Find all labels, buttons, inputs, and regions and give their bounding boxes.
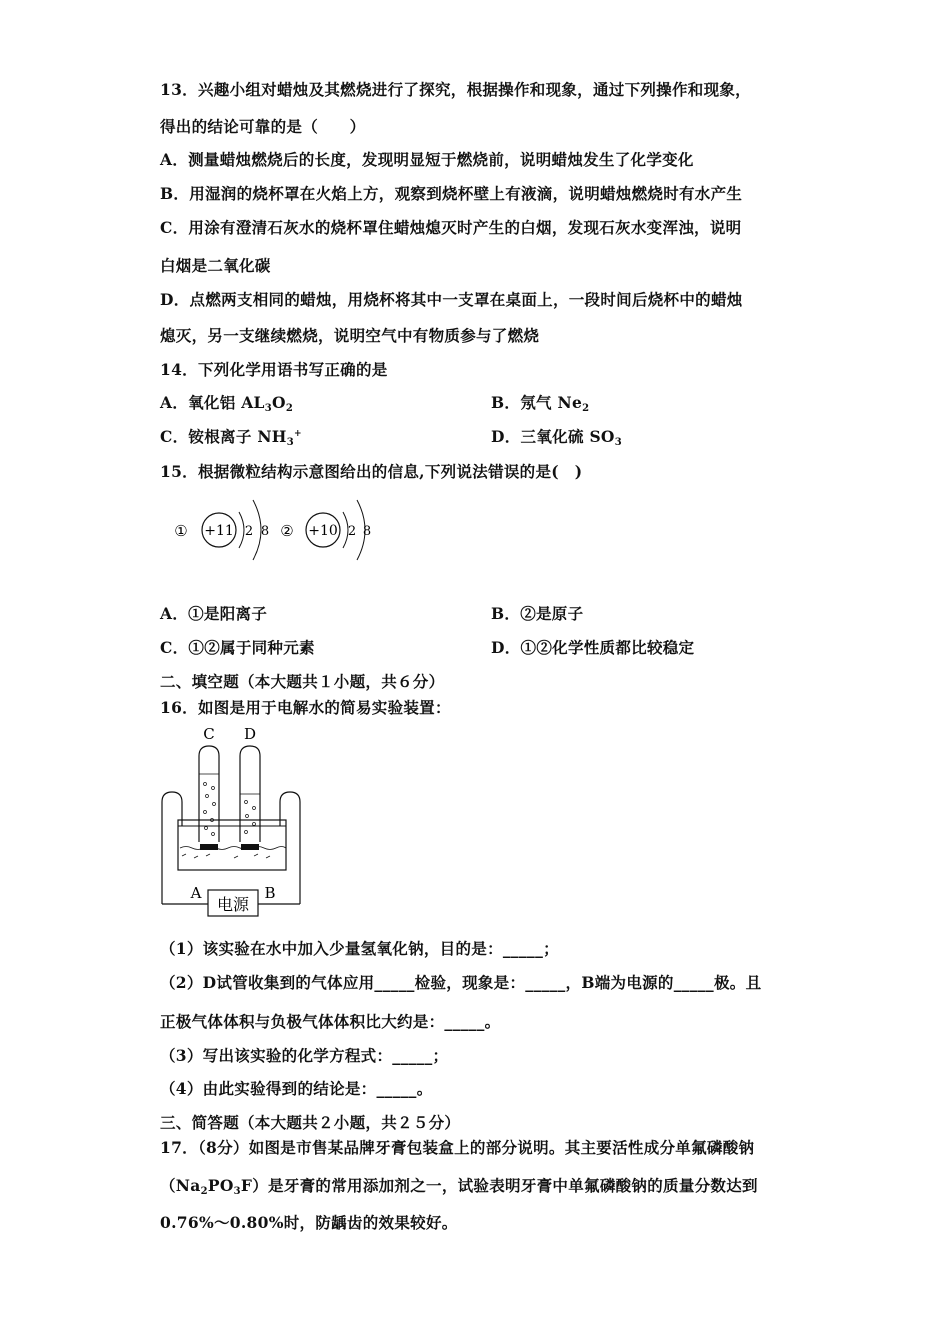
q16-stem: 16．如图是用于电解水的简易实验装置： — [160, 698, 451, 717]
tube-d-label: D — [243, 725, 257, 743]
electrolysis-apparatus-diagram — [158, 722, 308, 920]
particle-1-nucleus-charge: +11 — [204, 523, 234, 539]
particle-2-shell-2-electrons: 8 — [362, 524, 372, 539]
particle-1-shell-2 — [253, 500, 261, 560]
q13-option-c-line2: 白烟是二氧化碳 — [160, 256, 271, 275]
q14-option-b: B．氖气 Ne2 — [491, 393, 590, 414]
q14-stem: 14．下列化学用语书写正确的是 — [160, 360, 388, 379]
particle-1-shell-1 — [239, 512, 244, 548]
water-surface — [180, 847, 286, 850]
q13-option-a: A．测量蜡烛燃烧后的长度，发现明显短于燃烧前，说明蜡烛发生了化学变化 — [160, 150, 694, 169]
particle-1-shell-2-electrons: 8 — [260, 524, 270, 539]
q13-option-d-line2: 熄灭，另一支继续燃烧，说明空气中有物质参与了燃烧 — [160, 326, 540, 345]
electrode-a-label: A — [190, 884, 202, 902]
q13-stem-line2: 得出的结论可靠的是（ ） — [160, 117, 366, 136]
vessel-left-handle — [162, 792, 182, 904]
tube-d-bubbles — [245, 801, 256, 834]
tube-c-label: C — [203, 725, 215, 743]
q15-option-b: B．②是原子 — [491, 604, 584, 623]
q17-line1: 17．（8分）如图是市售某品牌牙膏包装盒上的部分说明。其主要活性成分单氟磷酸钠 — [160, 1138, 755, 1157]
q15-option-c: C．①②属于同种元素 — [160, 638, 315, 657]
q13-option-d-line1: D．点燃两支相同的蜡烛，用烧杯将其中一支罩在桌面上，一段时间后烧杯中的蜡烛 — [160, 290, 743, 309]
q16-part-2-line1: （2）D试管收集到的气体应用_____检验，现象是：_____，B端为电源的_____极。且 — [160, 973, 762, 992]
q14-option-d: D．三氧化硫 SO3 — [491, 427, 622, 448]
q16-part-2-line2: 正极气体体积与负极气体体积比大约是：_____。 — [160, 1012, 501, 1031]
vessel-right-handle — [280, 792, 300, 904]
q14-option-c: C．铵根离子 NH3+ — [160, 427, 302, 448]
water-trough — [178, 820, 286, 870]
tube-c-bubbles — [204, 783, 216, 836]
q13-option-c-line1: C．用涂有澄清石灰水的烧杯罩住蜡烛熄灭时产生的白烟，发现石灰水变浑浊，说明 — [160, 218, 742, 237]
q15-option-a: A．①是阳离子 — [160, 604, 268, 623]
particle-2-label: ② — [280, 522, 294, 540]
particle-2-nucleus-charge: +10 — [308, 523, 338, 539]
q17-line3: 0.76%～0.80%时，防龋齿的效果较好。 — [160, 1213, 458, 1232]
section-3-title: 三、简答题（本大题共２小题，共２５分） — [160, 1113, 461, 1132]
q13-option-b: B．用湿润的烧杯罩在火焰上方，观察到烧杯壁上有液滴，说明蜡烛燃烧时有水产生 — [160, 184, 743, 203]
q14-option-a: A．氧化铝 AL3O2 — [160, 393, 294, 414]
test-tube-c — [199, 746, 219, 842]
particle-1-shell-1-electrons: 2 — [244, 524, 254, 539]
power-supply-label: 电源 — [216, 895, 250, 914]
q16-part-3: （3）写出该实验的化学方程式：_____； — [160, 1046, 449, 1065]
q13-stem-line1: 13．兴趣小组对蜡烛及其燃烧进行了探究，根据操作和现象，通过下列操作和现象， — [160, 80, 751, 99]
section-2-title: 二、填空题（本大题共１小题，共６分） — [160, 672, 445, 691]
electrode-a — [200, 844, 218, 850]
q16-part-4: （4）由此实验得到的结论是：_____。 — [160, 1079, 433, 1098]
particle-1-label: ① — [174, 522, 188, 540]
q17-line2: （Na2PO3F）是牙膏的常用添加剂之一，试验表明牙膏中单氟磷酸钠的质量分数达到 — [160, 1176, 758, 1197]
particle-2-shell-1-electrons: 2 — [347, 524, 357, 539]
electrode-b-label: B — [264, 884, 276, 902]
q15-stem: 15．根据微粒结构示意图给出的信息,下列说法错误的是( ) — [160, 462, 583, 481]
q16-part-1: （1）该实验在水中加入少量氢氧化钠，目的是：_____； — [160, 939, 559, 958]
water-hatching — [182, 854, 270, 858]
q15-option-d: D．①②化学性质都比较稳定 — [491, 638, 695, 657]
particle-structure-diagram — [165, 488, 385, 573]
electrode-b — [241, 844, 259, 850]
